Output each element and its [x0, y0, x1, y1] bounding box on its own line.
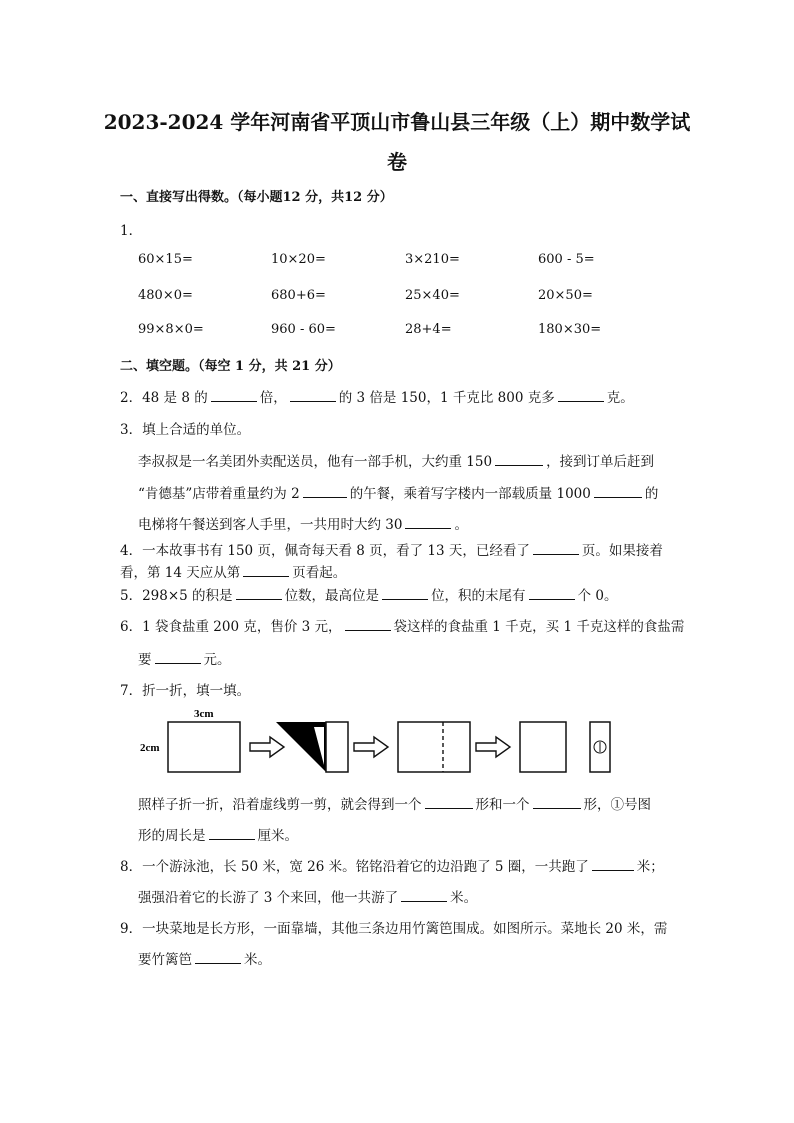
q5-part: 位，积的末尾有: [431, 588, 526, 604]
calc-cell: 480×0=: [138, 288, 193, 303]
q4-part: 看，第 14 天应从第: [120, 565, 241, 581]
answer-blank[interactable]: [405, 516, 451, 529]
q2-part: 2．48 是 8 的: [120, 390, 208, 406]
arrow-right-icon: [354, 737, 388, 757]
q2-part: 倍，: [259, 390, 287, 406]
q4-part: 页。如果接着: [581, 543, 663, 559]
answer-blank[interactable]: [401, 889, 447, 902]
calc-cell: 960 - 60=: [271, 322, 336, 337]
result-square: [520, 722, 566, 772]
q9-part: 米。: [244, 952, 271, 968]
answer-blank[interactable]: [290, 389, 336, 402]
q8-line1: [120, 855, 664, 875]
answer-blank[interactable]: [533, 542, 579, 555]
unfolded-rectangle: [398, 722, 470, 772]
answer-blank[interactable]: [195, 951, 241, 964]
q1-label: 1．: [120, 223, 143, 239]
q6-part: 要: [138, 652, 152, 668]
q2-part: 克。: [606, 390, 634, 406]
q7-part: 厘米。: [257, 828, 298, 844]
width-label: 3cm: [194, 708, 214, 720]
answer-blank[interactable]: [155, 651, 201, 664]
height-label: 2cm: [140, 742, 160, 754]
calc-cell: 680+6=: [271, 288, 326, 303]
q6-part: 袋这样的食盐重 1 千克，买 1 千克这样的食盐需: [393, 619, 685, 635]
q7-part: 形的周长是: [138, 828, 206, 844]
q7-part: 形和一个: [475, 797, 530, 813]
q8-part: 米；: [636, 859, 664, 875]
calc-cell: 25×40=: [405, 288, 460, 303]
q7-line1: [138, 793, 651, 813]
q2-text: [120, 386, 634, 406]
q4-line2: [120, 561, 346, 581]
answer-blank[interactable]: [345, 618, 391, 631]
remaining-strip: [326, 722, 348, 772]
calc-cell: 180×30=: [538, 322, 602, 337]
section1-header: 一、直接写出得数。（每小题12 分，共12 分）: [120, 190, 393, 205]
q3-part: 的: [644, 486, 659, 502]
answer-blank[interactable]: [236, 587, 282, 600]
q9-line2: [138, 948, 271, 968]
q3-line3: [138, 513, 468, 533]
q5-part: 位数，最高位是: [284, 588, 380, 604]
answer-blank[interactable]: [533, 796, 581, 809]
q6-line2: [138, 648, 231, 668]
q3-line2: [138, 482, 658, 502]
answer-blank[interactable]: [558, 389, 604, 402]
calc-cell: 20×50=: [538, 288, 593, 303]
q3-head: 3．填上合适的单位。: [120, 422, 251, 438]
answer-blank[interactable]: [529, 587, 575, 600]
exam-title-line1: 2023-2024 学年河南省平顶山市鲁山县三年级（上）期中数学试: [103, 110, 691, 134]
answer-blank[interactable]: [594, 485, 642, 498]
answer-blank[interactable]: [495, 453, 543, 466]
answer-blank[interactable]: [209, 827, 255, 840]
q3-part: ，接到订单后赶到: [546, 454, 655, 470]
q8-part: 强强沿着它的长游了 3 个来回，他一共游了: [138, 890, 399, 906]
calc-cell: 3×210=: [405, 252, 460, 267]
answer-blank[interactable]: [211, 389, 257, 402]
calc-cell: 28+4=: [405, 322, 452, 337]
folding-figure: [138, 705, 618, 785]
calc-cell: 60×15=: [138, 252, 193, 267]
answer-blank[interactable]: [425, 796, 473, 809]
q3-part: 。: [454, 517, 468, 533]
original-rectangle: [168, 722, 240, 772]
q8-line2: [138, 886, 477, 906]
q7-part: 照样子折一折，沿着虚线剪一剪，就会得到一个: [138, 797, 422, 813]
q3-part: 电梯将午餐送到客人手里，一共用时大约 30: [138, 517, 403, 533]
q4-line1: [120, 539, 663, 559]
calc-cell: 99×8×0=: [138, 322, 204, 337]
q3-part: 李叔叔是一名美团外卖配送员，他有一部手机，大约重 150: [138, 454, 493, 470]
q3-part: “肯德基”店带着重量约为 2: [138, 486, 300, 502]
q3-line1: [138, 450, 654, 470]
calc-cell: 10×20=: [271, 252, 326, 267]
answer-blank[interactable]: [303, 485, 347, 498]
exam-title-line2: 卷: [387, 150, 407, 174]
q4-part: 4．一本故事书有 150 页，佩奇每天看 8 页，看了 13 天，已经看了: [120, 543, 530, 559]
q6-part: 元。: [203, 652, 231, 668]
q6-part: 6．1 袋食盐重 200 克，售价 3 元，: [120, 619, 342, 635]
answer-blank[interactable]: [592, 858, 634, 871]
q5-text: [120, 584, 617, 604]
q4-part: 页看起。: [292, 565, 347, 581]
q7-line2: [138, 824, 298, 844]
calc-cell: 600 - 5=: [538, 252, 595, 267]
q8-part: 8．一个游泳池，长 50 米，宽 26 米。铭铭沿着它的边沿跑了 5 圈，一共跑了: [120, 859, 589, 875]
arrow-right-icon: [250, 737, 284, 757]
q5-part: 个 0。: [577, 588, 618, 604]
q6-line1: [120, 615, 684, 635]
q9-line1: 9．一块菜地是长方形，一面靠墙，其他三条边用竹篱笆围成。如图所示。菜地长 20 米，需: [120, 921, 668, 937]
q7-part: 形，①号图: [583, 797, 651, 813]
q9-part: 要竹篱笆: [138, 952, 192, 968]
section2-header: 二、填空题。（每空 1 分，共 21 分）: [120, 359, 341, 374]
q2-part: 的 3 倍是 150，1 千克比 800 克多: [338, 390, 555, 406]
answer-blank[interactable]: [382, 587, 428, 600]
q8-part: 米。: [450, 890, 478, 906]
q5-part: 5．298×5 的积是: [120, 588, 233, 604]
answer-blank[interactable]: [243, 564, 289, 577]
q7-head: 7．折一折，填一填。: [120, 683, 251, 699]
arrow-right-icon: [476, 737, 510, 757]
q3-part: 的午餐，乘着写字楼内一部载质量 1000: [349, 486, 591, 502]
